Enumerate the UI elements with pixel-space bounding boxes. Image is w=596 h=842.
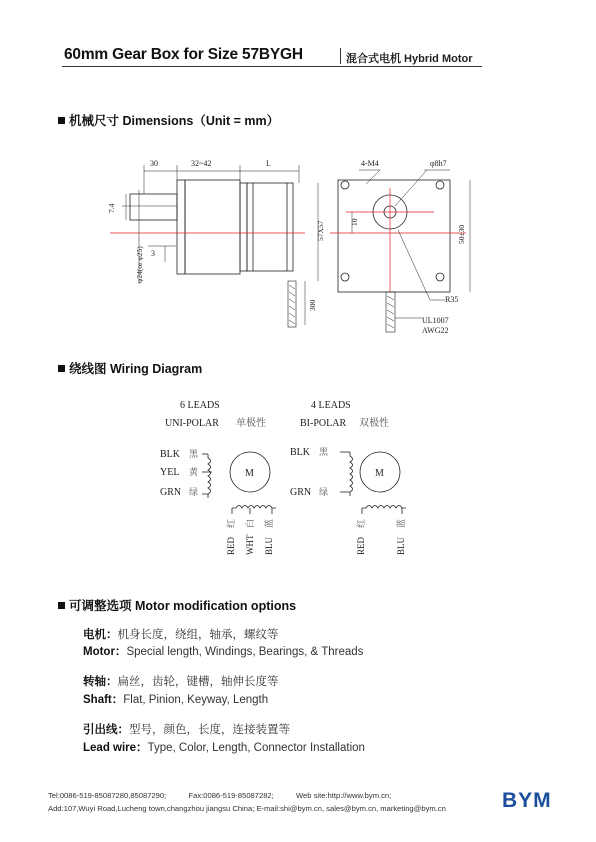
section-dimensions-label: 机械尺寸 Dimensions（Unit = mm） [69, 114, 280, 128]
option-shaft-cn-text: 扁丝，齿轮，键槽，轴伸长度等 [117, 676, 279, 688]
six-blk-cn: 黑 [189, 450, 199, 460]
square-bullet-icon [58, 602, 65, 609]
dim-shaft-dia: φ8h7 [430, 159, 447, 168]
dim-57x57: 57X57 [316, 220, 325, 241]
footer-tel: Tel:0086-519-85087280,85087290; [48, 791, 167, 800]
dim-r35: R35 [445, 295, 459, 304]
wiring-4-leads [340, 452, 406, 514]
coil-4-horizontal [362, 506, 406, 509]
six-blu: BLU [264, 537, 274, 555]
four-leads-label: 4 LEADS [311, 400, 351, 411]
option-motor-en-text: Special length, Windings, Bearings, & Threads [126, 646, 364, 658]
dim-L: L [266, 159, 271, 168]
option-motor-cn [83, 626, 279, 642]
option-motor-en-label: Motor： [83, 646, 127, 658]
page-title: 60mm Gear Box for Size 57BYGH [64, 46, 303, 63]
six-grn-cn: 绿 [189, 488, 199, 498]
four-mode-label: BI-POLAR [300, 418, 347, 429]
option-shaft-cn-label: 转轴： [83, 676, 118, 688]
six-blu-cn: 蓝 [265, 518, 275, 528]
dim-50: 50±30 [457, 224, 466, 244]
four-red-cn: 红 [357, 518, 367, 528]
dim-10: 10 [350, 218, 359, 226]
footer-web[interactable]: Web site:http://www.bym.cn; [296, 791, 392, 800]
four-m: M [375, 468, 384, 479]
six-mode-cn: 单极性 [236, 418, 266, 429]
option-shaft-en [83, 691, 268, 707]
wiring-6-leads [202, 452, 276, 514]
option-lead-en-text: Type, Color, Length, Connector Installation [147, 742, 365, 754]
dim-300: 300 [308, 299, 317, 311]
option-motor-cn-label: 电机： [83, 629, 118, 641]
six-m: M [245, 468, 254, 479]
six-red-cn: 红 [227, 518, 237, 528]
four-grn: GRN [290, 487, 312, 498]
footer-address-line [48, 804, 446, 813]
four-grn-cn: 绿 [319, 488, 329, 498]
six-blk: BLK [160, 449, 180, 460]
option-lead-cn [83, 721, 290, 737]
six-mode-label: UNI-POLAR [165, 418, 219, 429]
footer-address: Add:107,Wuyi Road,Lucheng town,changzhou jiangsu China; [48, 804, 255, 813]
dim-32-42: 32~42 [191, 159, 212, 168]
four-blu-cn: 蓝 [397, 518, 407, 528]
six-yel-cn: 黄 [189, 468, 199, 478]
section-wiring-label: 绕线图 Wiring Diagram [69, 362, 203, 376]
page-subtitle: 混合式电机 Hybrid Motor [346, 53, 473, 65]
dim-3: 3 [151, 249, 155, 258]
footer-email[interactable]: E-mail:shi@bym.cn, sales@bym.cn, marketing@bym.cn [256, 804, 446, 813]
coil-4-vertical [350, 452, 353, 496]
section-options-heading [58, 596, 296, 614]
four-blk: BLK [290, 447, 310, 458]
six-yel: YEL [160, 467, 180, 478]
dim-30: 30 [150, 159, 158, 168]
option-lead-en [83, 739, 365, 755]
four-mode-cn: 双极性 [359, 418, 389, 429]
section-options-label: 可调整选项 Motor modification options [69, 599, 297, 613]
company-logo: BYM [502, 789, 552, 812]
coil-6-vertical [208, 454, 211, 498]
six-grn: GRN [160, 487, 182, 498]
option-lead-cn-label: 引出线： [83, 724, 129, 736]
footer-contact-line [48, 791, 391, 800]
dim-24: φ24(or φ25) [135, 246, 144, 283]
option-shaft-en-label: Shaft： [83, 694, 124, 706]
wire-gauge: AWG22 [422, 326, 449, 335]
six-red: RED [226, 537, 236, 555]
four-red: RED [356, 537, 366, 555]
wire-type: UL1007 [422, 316, 449, 325]
option-shaft-en-text: Flat, Pinion, Keyway, Length [123, 694, 269, 706]
option-shaft-cn [83, 673, 279, 689]
six-leads-label: 6 LEADS [180, 400, 220, 411]
four-blu: BLU [396, 537, 406, 555]
option-motor-en [83, 643, 363, 659]
dim-7-4: 7.4 [107, 203, 116, 213]
option-motor-cn-text: 机身长度，绕组，轴承，螺纹等 [117, 629, 279, 641]
four-blk-cn: 黑 [319, 448, 329, 458]
option-lead-en-label: Lead wire： [83, 742, 148, 754]
coil-6-horizontal [232, 506, 276, 509]
footer-fax: Fax:0086-519-85087282; [188, 791, 274, 800]
option-lead-cn-text: 型号，颜色，长度，连接装置等 [129, 724, 290, 736]
six-wht: WHT [245, 534, 255, 555]
dim-4-m4: 4-M4 [361, 159, 379, 168]
six-wht-cn: 白 [246, 518, 256, 528]
